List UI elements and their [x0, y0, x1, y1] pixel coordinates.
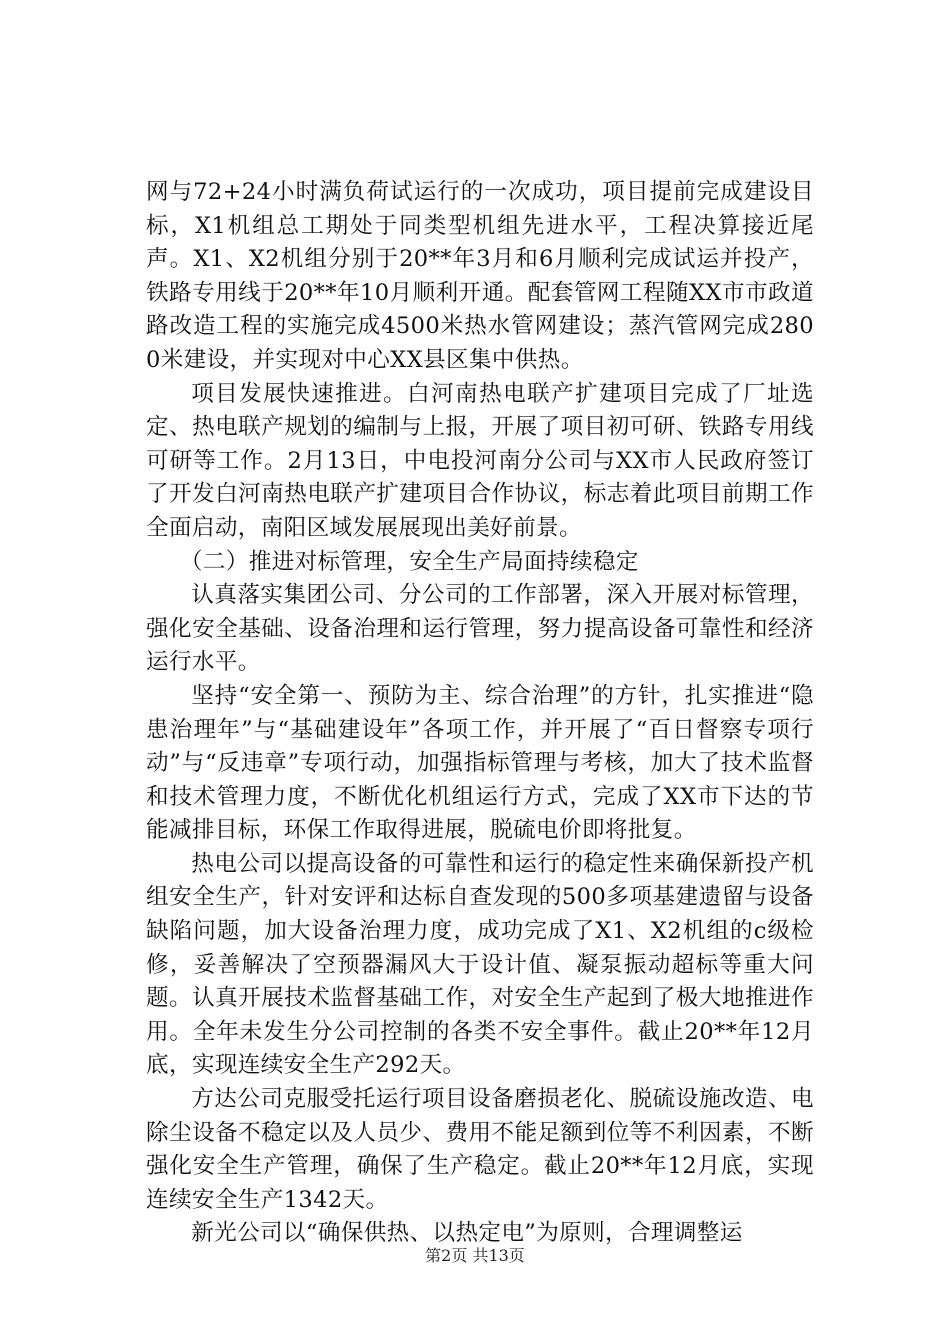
- paragraph-fangda-company: 方达公司克服受托运行项目设备磨损老化、脱硫设施改造、电除尘设备不稳定以及人员少、费用不能足额到位等不利因素，不断强化安全生产管理，确保了生产稳定。截止20**年12月底，实现连续安全生产1342天。: [146, 1086, 814, 1213]
- paragraph-benchmark: 认真落实集团公司、分公司的工作部署，深入开展对标管理，强化安全基础、设备治理和运行管理，努力提高设备可靠性和经济运行水平。: [146, 582, 814, 676]
- paragraph-safety-policy: 坚持“安全第一、预防为主、综合治理”的方针，扎实推进“隐患治理年”与“基础建设年”各项工作，并开展了“百日督察专项行动”与“反违章”专项行动，加强指标管理与考核，加大了技术监督和技术管理力度，不断优化机组运行方式，完成了XX市下达的节能减排目标，环保工作取得进展，脱硫电价即将批复。: [146, 682, 814, 844]
- section-heading: （二）推进对标管理，安全生产局面持续稳定: [179, 548, 639, 575]
- document-body: [146, 176, 814, 1251]
- paragraph-thermal-company: 热电公司以提高设备的可靠性和运行的稳定性来确保新投产机组安全生产，针对安评和达标自查发现的500多项基建遗留与设备缺陷问题，加大设备治理力度，成功完成了X1、X2机组的c级检修，妥善解决了空预器漏风大于设计值、凝泵振动超标等重大问题。认真开展技术监督基础工作，对安全生产起到了极大地推进作用。全年未发生分公司控制的各类不安全事件。截止20**年12月底，实现连续安全生产292天。: [146, 850, 814, 1079]
- paragraph-project-progress: 项目发展快速推进。白河南热电联产扩建项目完成了厂址选定、热电联产规划的编制与上报，开展了项目初可研、铁路专用线可研等工作。2月13日，中电投河南分公司与XX市人民政府签订了开发白河南热电联产扩建项目合作协议，标志着此项目前期工作全面启动，南阳区域发展展现出美好前景。: [146, 380, 814, 541]
- paragraph-xinguang-company: 新光公司以“确保供热、以热定电”为原则，合理调整运: [191, 1220, 743, 1247]
- paragraph-continuation: 网与72+24小时满负荷试运行的一次成功，项目提前完成建设目标，X1机组总工期处于同类型机组先进水平，工程决算接近尾声。X1、X2机组分别于20**年3月和6月顺利完成试运并投产，铁路专用线于20**年10月顺利开通。配套管网工程随XX市市政道路改造工程的实施完成4500米热水管网建设；蒸汽管网完成2800米建设，并实现对中心XX县区集中供热。: [146, 179, 814, 373]
- page-footer: 第2页 共13页: [425, 1246, 525, 1265]
